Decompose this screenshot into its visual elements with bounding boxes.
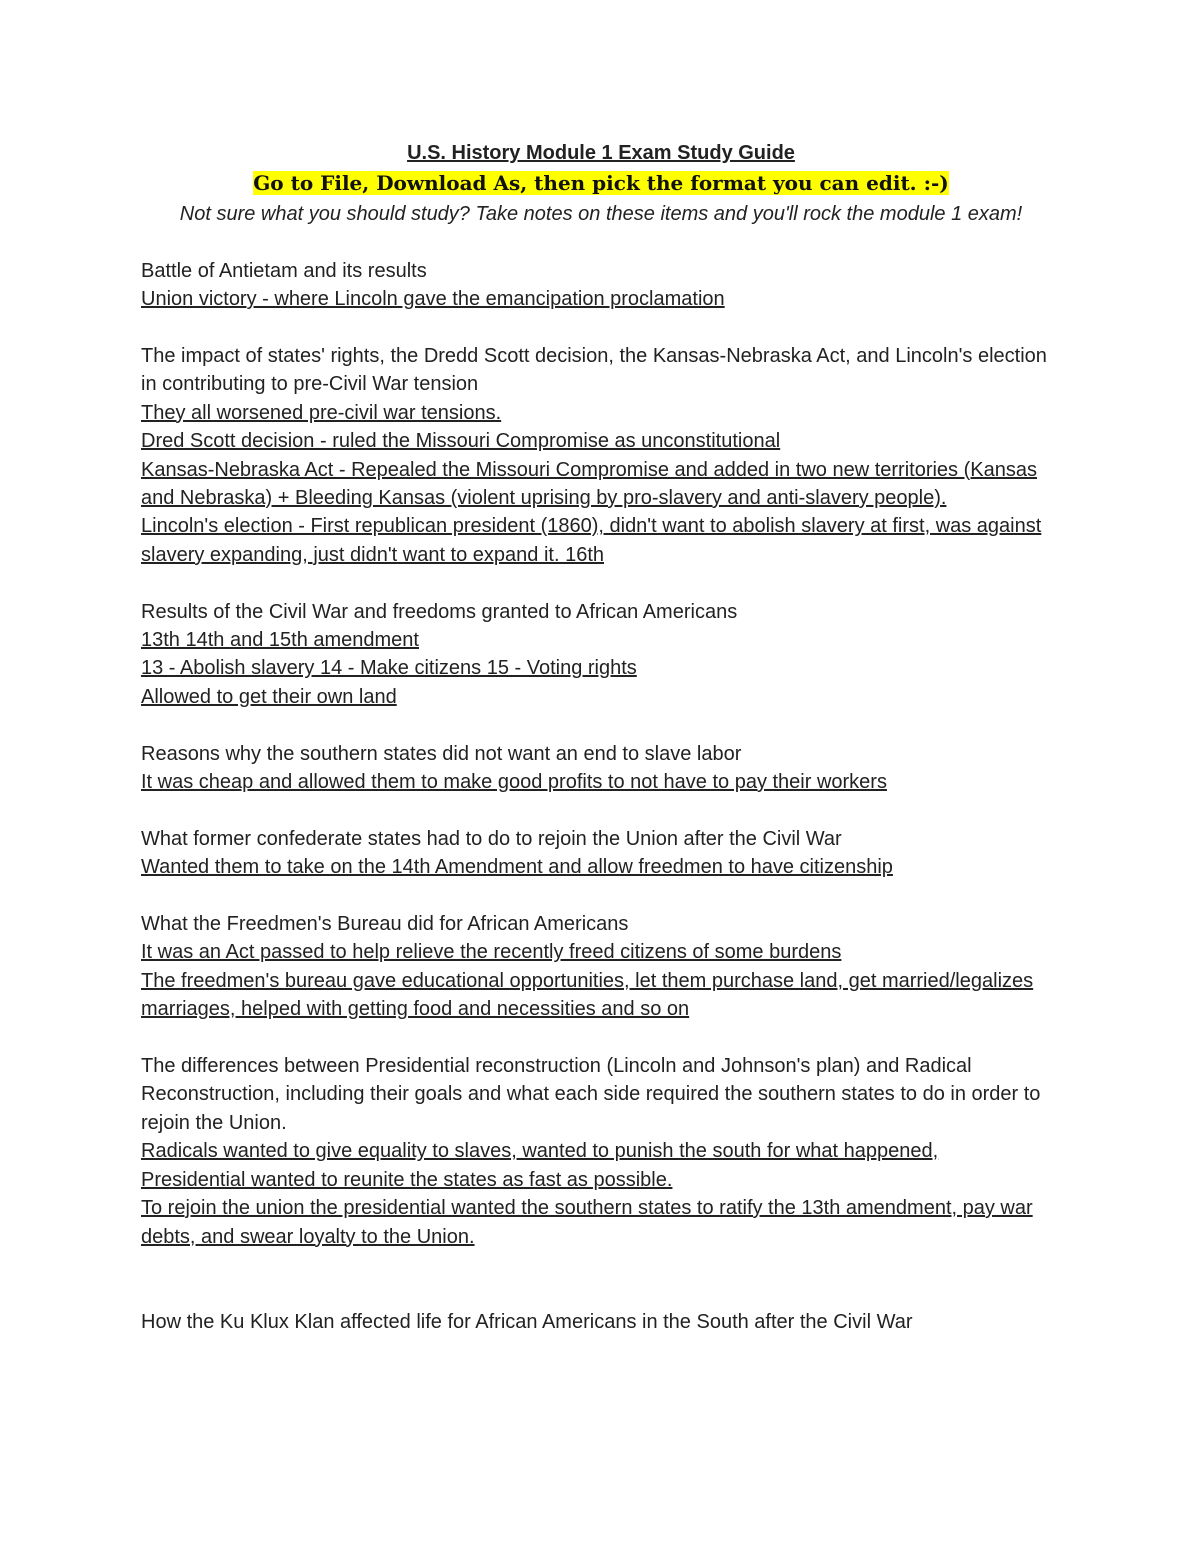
study-section-civil-war-results [141,598,1061,712]
section-answer: Kansas-Nebraska Act - Repealed the Missouri Compromise and added in two new territories (Kansas and Nebraska) + Bleeding Kansas (violent uprising by pro-slavery and anti-slavery people). [141,458,1037,510]
spacer [141,569,1061,597]
highlight-note-line [141,167,1061,200]
section-answer: 13 - Abolish slavery 14 - Make citizens 15 - Voting rights [141,657,637,680]
study-section-pre-civil-war-tension [141,342,1061,569]
section-question: What former confederate states had to do to rejoin the Union after the Civil War [141,827,842,850]
section-answer: Lincoln's election - First republican president (1860), didn't want to abolish slavery at first, was against slavery expanding, just didn't want to expand it. 16th [141,515,1042,566]
spacer [141,882,1061,910]
section-question: Results of the Civil War and freedoms granted to African Americans [141,600,738,623]
section-question: Reasons why the southern states did not want an end to slave labor [141,742,742,765]
section-answer: Allowed to get their own land [141,685,397,708]
section-answer: It was cheap and allowed them to make good profits to not have to pay their workers [141,771,887,794]
section-answer: Radicals wanted to give equality to slaves, wanted to punish the south for what happened, [141,1140,939,1163]
section-question: What the Freedmen's Bureau did for African Americans [141,913,629,936]
highlight-note: Go to File, Download As, then pick the format you can edit. :-) [253,171,949,195]
section-answer: 13th 14th and 15th amendment [141,629,419,652]
section-answer: Dred Scott decision - ruled the Missouri Compromise as unconstitutional [141,430,781,453]
spacer [141,314,1061,342]
study-section-slave-labor [141,740,1061,797]
section-answer: It was an Act passed to help relieve the recently freed citizens of some burdens [141,941,842,964]
study-section-kkk [141,1308,1061,1336]
spacer [141,711,1061,739]
spacer [141,796,1061,824]
section-answer: Wanted them to take on the 14th Amendment and allow freedmen to have citizenship [141,856,893,879]
section-question: How the Ku Klux Klan affected life for African Americans in the South after the Civil War [141,1310,913,1333]
study-section-antietam [141,257,1061,314]
document-body [141,139,1061,1336]
section-answer: They all worsened pre-civil war tensions. [141,401,502,424]
section-question: The differences between Presidential reconstruction (Lincoln and Johnson's plan) and Radical Reconstruction, including their goals and what each side required the southern states to do in order to rejoin the Union. [141,1055,1041,1134]
section-question: Battle of Antietam and its results [141,259,427,282]
study-section-rejoin-union [141,825,1061,882]
study-section-freedmens-bureau [141,910,1061,1024]
section-answer: Union victory - where Lincoln gave the emancipation proclamation [141,288,725,311]
intro-text: Not sure what you should study? Take notes on these items and you'll rock the module 1 exam! [179,203,1023,225]
section-question: The impact of states' rights, the Dredd Scott decision, the Kansas-Nebraska Act, and Lincoln's election in contributing to pre-Civil War tension [141,345,1047,396]
section-answer: To rejoin the union the presidential wanted the southern states to ratify the 13th amendment, pay war debts, and swear loyalty to the Union. [141,1197,1033,1248]
spacer [141,1251,1061,1308]
section-answer: Presidential wanted to reunite the states as fast as possible. [141,1168,673,1191]
study-section-reconstruction [141,1052,1061,1251]
document-title: U.S. History Module 1 Exam Study Guide [407,142,795,164]
spacer [141,1024,1061,1052]
section-answer: The freedmen's bureau gave educational opportunities, let them purchase land, get married/legalizes marriages, helped with getting food and necessities and so on [141,969,1034,1021]
spacer [141,228,1061,256]
